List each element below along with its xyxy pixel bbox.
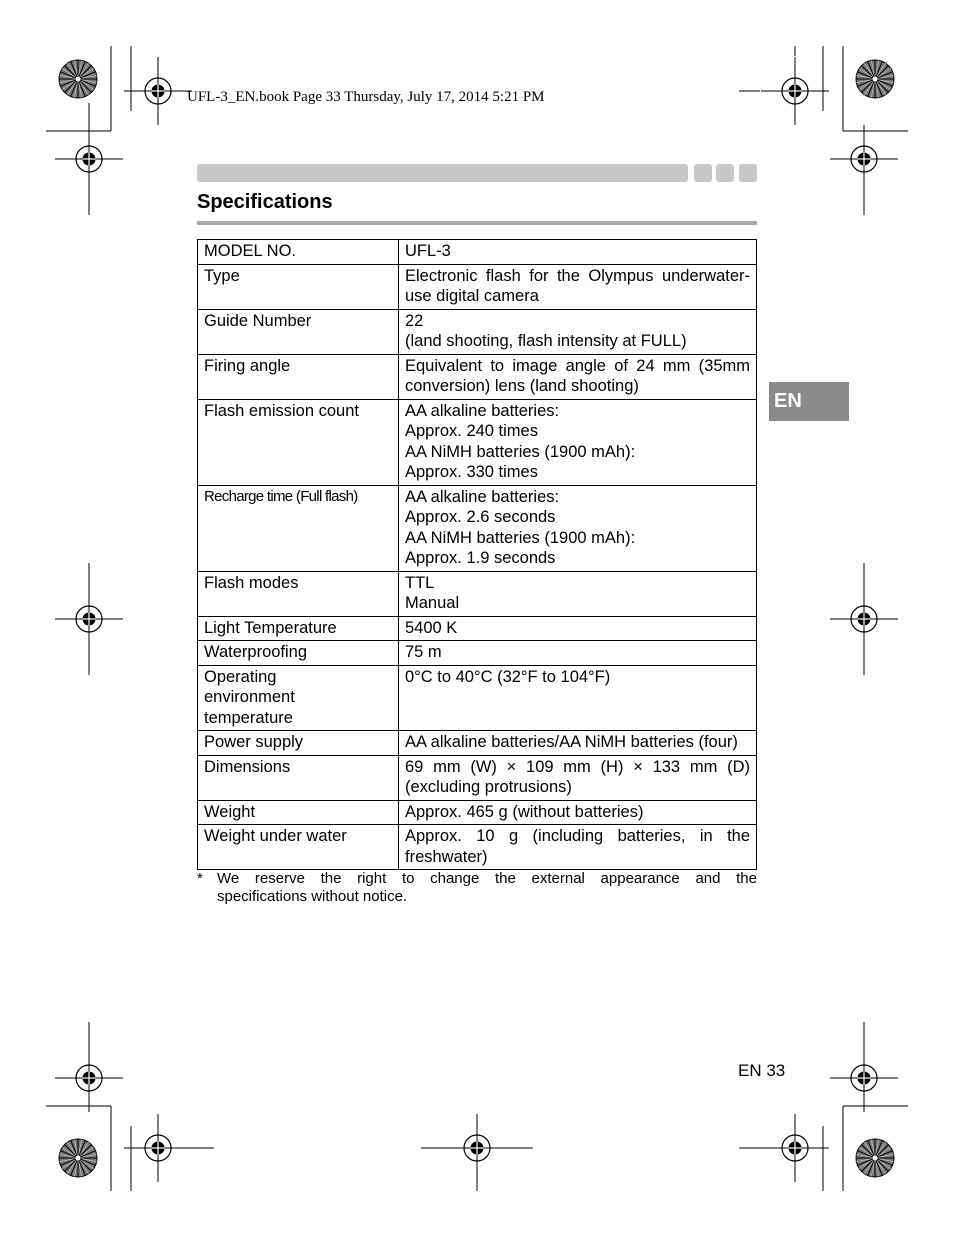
spec-label: Dimensions [198, 755, 399, 800]
spec-label: Operating environment temperature [198, 665, 399, 731]
spec-value: Equivalent to image angle of 24 mm (35mm conversion) lens (land shooting) [399, 354, 757, 399]
table-row [198, 240, 757, 265]
title-bar-square [694, 164, 712, 182]
table-row [198, 665, 757, 731]
spec-label: Waterproofing [198, 641, 399, 666]
table-row [198, 825, 757, 870]
spec-label: Weight under water [198, 825, 399, 870]
title-bar-square [716, 164, 734, 182]
spec-label: Firing angle [198, 354, 399, 399]
table-row [198, 641, 757, 666]
spec-value: Approx. 10 g (including batteries, in the freshwater) [399, 825, 757, 870]
table-row [198, 264, 757, 309]
spec-value: 5400 K [399, 616, 757, 641]
spec-value: AA alkaline batteries: Approx. 2.6 seconds AA NiMH batteries (1900 mAh): Approx. 1.9 seconds [399, 485, 757, 571]
table-row [198, 571, 757, 616]
language-tab: EN [769, 382, 849, 421]
footnote [197, 870, 757, 906]
spec-label: Light Temperature [198, 616, 399, 641]
spec-label: Guide Number [198, 309, 399, 354]
table-row [198, 616, 757, 641]
spec-label: Recharge time (Full flash) [198, 485, 399, 571]
table-row [198, 309, 757, 354]
page-number: EN 33 [738, 1061, 786, 1080]
table-row [198, 800, 757, 825]
spec-value: 22 (land shooting, flash intensity at FULL) [399, 309, 757, 354]
footnote-text: We reserve the right to change the external appearance and the specifications without notice. [217, 870, 757, 905]
spec-value: 75 m [399, 641, 757, 666]
spec-value: Approx. 465 g (without batteries) [399, 800, 757, 825]
table-row [198, 354, 757, 399]
spec-value: Electronic flash for the Olympus underwater- use digital camera [399, 264, 757, 309]
table-row [198, 755, 757, 800]
spec-label: Type [198, 264, 399, 309]
spec-value: 69 mm (W) × 109 mm (H) × 133 mm (D) (excluding protrusions) [399, 755, 757, 800]
table-row [198, 399, 757, 485]
spec-label: MODEL NO. [198, 240, 399, 265]
footnote-marker: * [197, 870, 203, 887]
page-title: Specifications [197, 191, 333, 213]
spec-value: AA alkaline batteries/AA NiMH batteries (four) [399, 731, 757, 756]
title-underline [197, 221, 757, 225]
spec-label: Power supply [198, 731, 399, 756]
spec-value: 0°C to 40°C (32°F to 104°F) [399, 665, 757, 731]
table-row [198, 485, 757, 571]
specifications-table [197, 239, 757, 870]
spec-value: UFL-3 [399, 240, 757, 265]
spec-value: AA alkaline batteries: Approx. 240 times AA NiMH batteries (1900 mAh): Approx. 330 times [399, 399, 757, 485]
print-slug-header: UFL-3_EN.book Page 33 Thursday, July 17, 2014 5:21 PM [187, 89, 545, 105]
table-row [198, 731, 757, 756]
spec-label: Flash emission count [198, 399, 399, 485]
spec-value: TTL Manual [399, 571, 757, 616]
spec-label: Weight [198, 800, 399, 825]
title-bar-square [739, 164, 757, 182]
spec-label: Flash modes [198, 571, 399, 616]
section-title-bar [197, 164, 688, 182]
